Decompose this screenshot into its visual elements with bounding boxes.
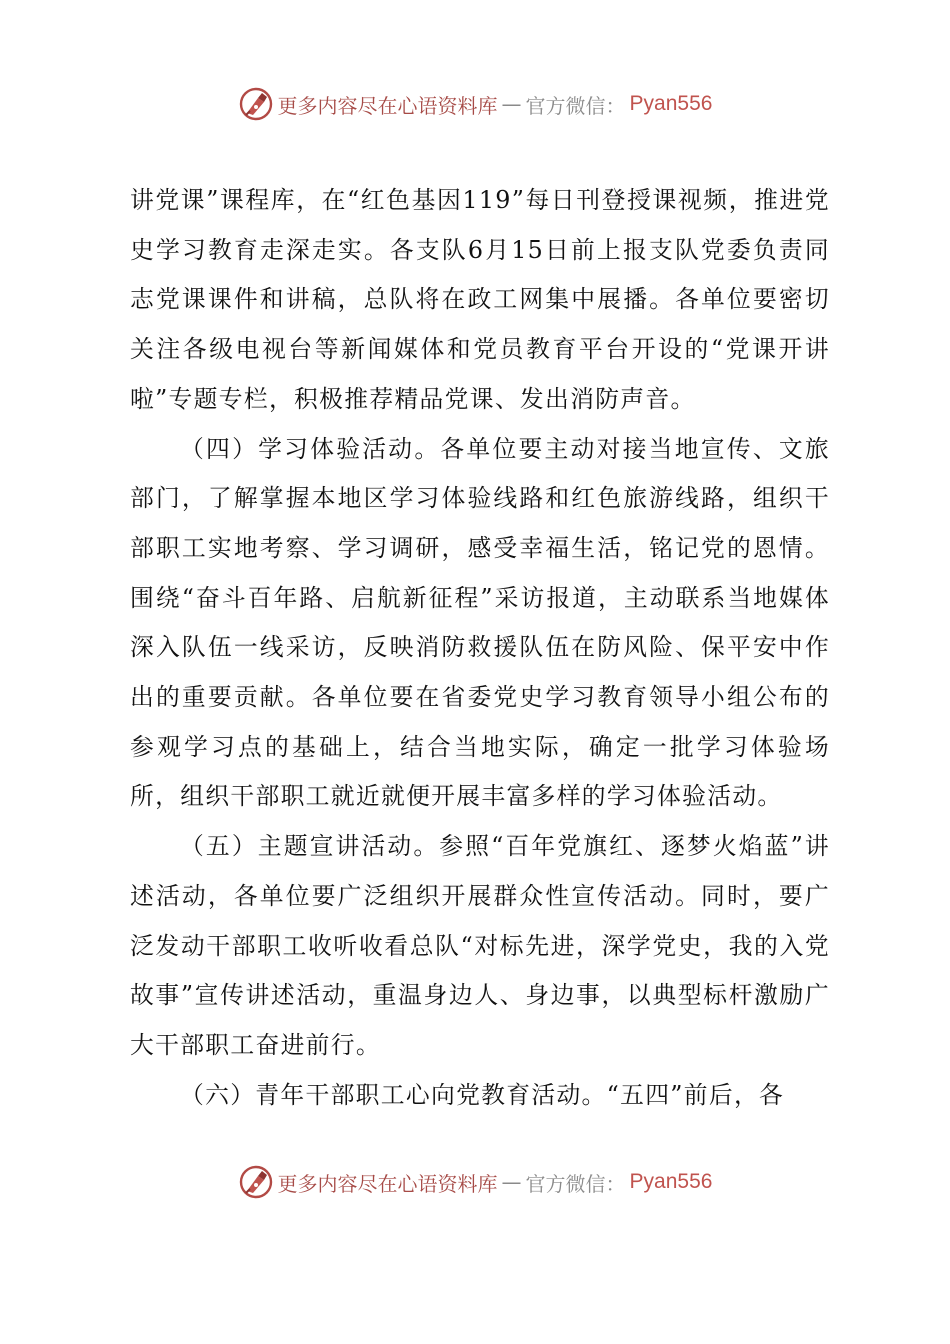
banner-wechat-id: Pyan556 [629, 92, 713, 115]
paragraph-theme-lectures: （五）主题宣讲活动。参照“百年党旗红、逐梦火焰蓝”讲述活动，各单位要广泛组织开展群众性宣传活动。同时，要广泛发动干部职工收听收看总队“对标先进，深学党史，我的入党故事”宣传讲述活动，重温身边人、身边事，以典型标杆激励广大干部职工奋进前行。 [130, 832, 830, 1059]
header-watermark-banner [0, 84, 950, 124]
banner-site-text: 更多内容尽在心语资料库 [277, 93, 498, 118]
paragraph-study-experience: （四）学习体验活动。各单位要主动对接当地宣传、文旅部门，了解掌握本地区学习体验线路和红色旅游线路，组织干部职工实地考察、学习调研，感受幸福生活，铭记党的恩情。围绕“奋斗百年路、启航新征程”采访报道，主动联系当地媒体深入队伍一线采访，反映消防救援队伍在防风险、保平安中作出的重要贡献。各单位要在省委党史学习教育领导小组公布的参观学习点的基础上，结合当地实际，确定一批学习体验场所，组织干部职工就近就便开展丰富多样的学习体验活动。 [130, 434, 830, 811]
pen-nib-logo-icon [238, 1164, 274, 1200]
banner-wechat-id: Pyan556 [629, 1170, 713, 1193]
banner-site-text: 更多内容尽在心语资料库 [277, 1171, 498, 1196]
banner-separator: — [501, 1170, 522, 1194]
paragraph-continued: 讲党课”课程库，在“红色基因119”每日刊登授课视频，推进党史学习教育走深走实。各支队6月15日前上报支队党委负责同志党课课件和讲稿，总队将在政工网集中展播。各单位要密切关注各级电视台等新闻媒体和党员教育平台开设的“党课开讲啦”专题专栏，积极推荐精品党课、发出消防声音。 [130, 186, 830, 413]
document-body [130, 176, 830, 1120]
pen-nib-logo-icon [238, 86, 274, 122]
paragraph-youth-education: （六）青年干部职工心向党教育活动。“五四”前后，各 [180, 1080, 785, 1109]
banner-wechat-label: 官方微信： [525, 1171, 626, 1196]
banner-wechat-label: 官方微信： [525, 93, 626, 118]
banner-separator: — [501, 92, 522, 116]
footer-watermark-banner [0, 1162, 950, 1202]
